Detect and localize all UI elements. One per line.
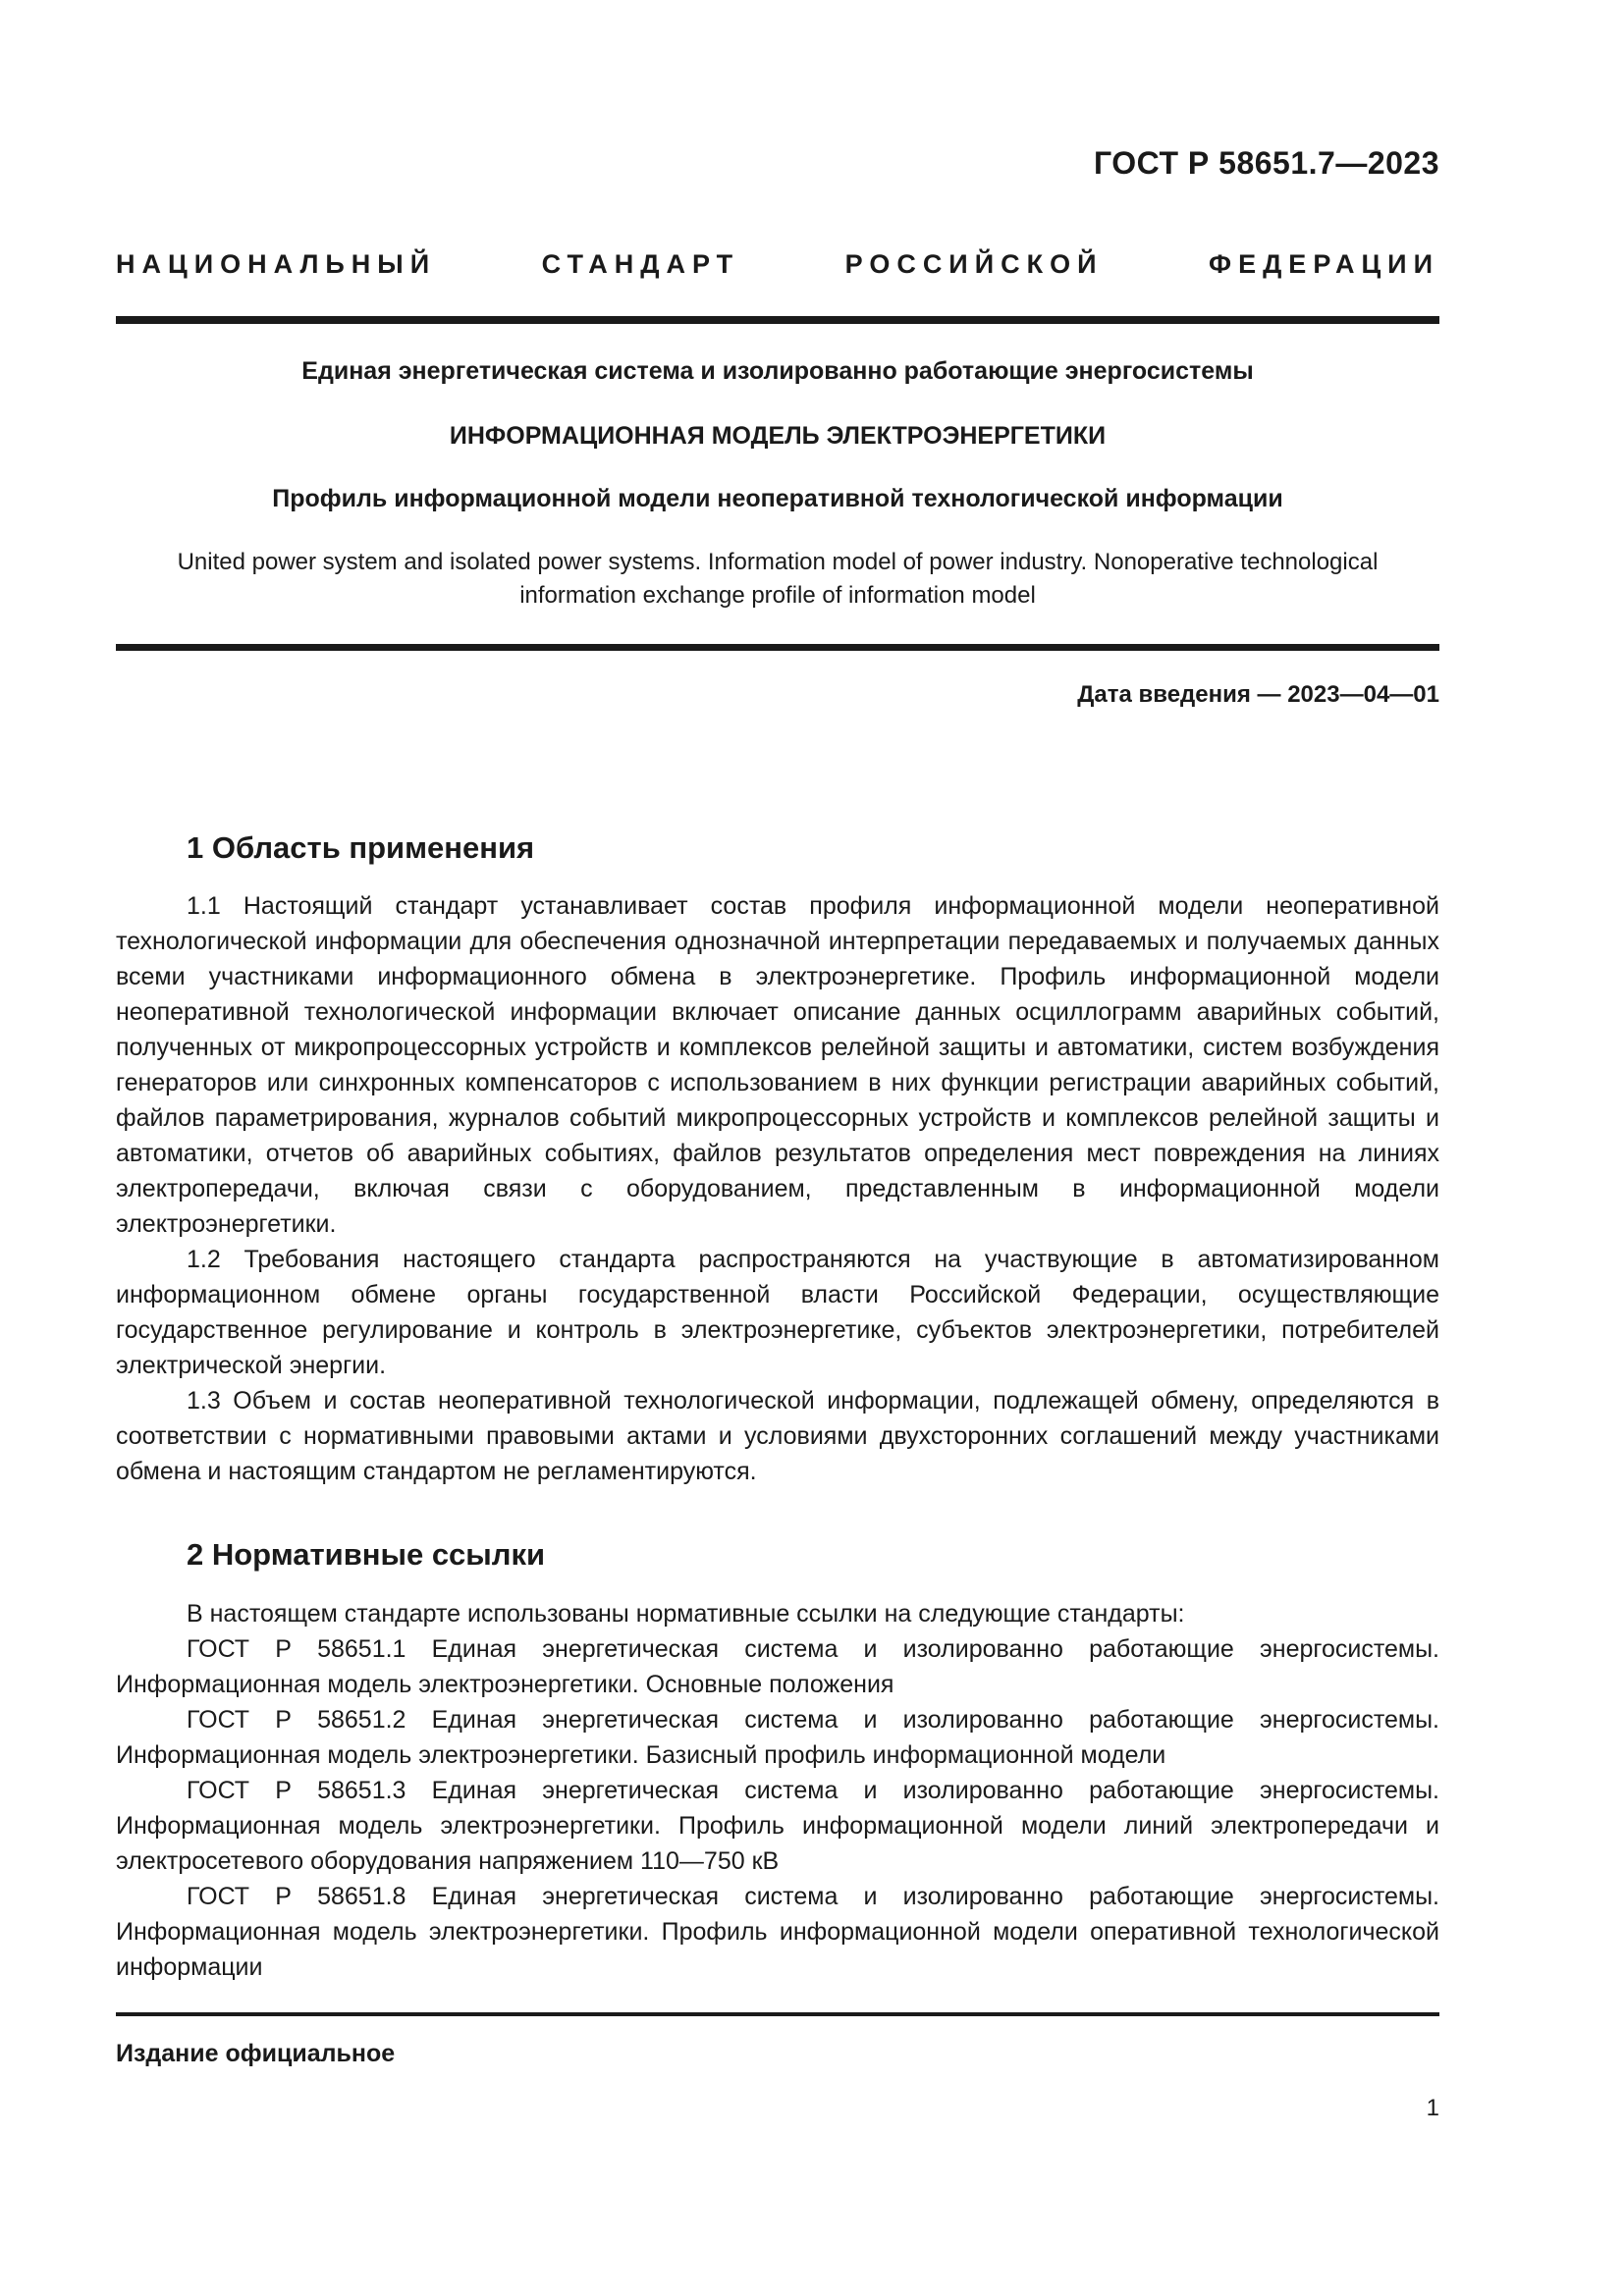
top-divider — [116, 316, 1439, 324]
page-number: 1 — [1426, 2095, 1439, 2121]
reference-item: ГОСТ Р 58651.8 Единая энергетическая система и изолированно работающие энергосистемы. Информационная модель электроэнергетики. Профиль информационной модели оперативной технологической информации — [116, 1883, 1439, 1981]
introduction-date: Дата введения — 2023—04—01 — [1077, 681, 1439, 708]
reference-item: ГОСТ Р 58651.3 Единая энергетическая система и изолированно работающие энергосистемы. Информационная модель электроэнергетики. Профиль информационной модели линий электропередачи и электросетевого оборудования напряжением 110—750 кВ — [116, 1777, 1439, 1875]
paragraph-1-2: 1.2 Требования настоящего стандарта распространяются на участвующие в автоматизированном информационном обмене органы государственной власти Российской Федерации, осуществляющие государственное регулирование и контроль в электроэнергетике, субъектов электроэнергетики, потребителей электрической энергии. — [116, 1246, 1439, 1379]
title-divider — [116, 644, 1439, 651]
section-1-heading: 1 Область применения — [187, 830, 535, 865]
paragraph-1-1: 1.1 Настоящий стандарт устанавливает состав профиля информационной модели неоперативной технологической информации для обеспечения однозначной интерпретации передаваемых и получаемых данных всеми участниками информационного обмена в электроэнергетике. Профиль информационной модели неоперативной технологической информации включает описание данных осциллограмм аварийных событий, полученных от микропроцессорных устройств и комплексов релейной защиты и автоматики, систем возбуждения генераторов или синхронных компенсаторов с использованием в них функции регистрации аварийных событий, файлов параметрирования, журналов событий микропроцессорных устройств и комплексов релейной защиты и автоматики, отчетов об аварийных событиях, файлов результатов определения мест повреждения на линиях электропередачи, включая связи с оборудованием, представленным в информационной модели электроэнергетики. — [116, 892, 1439, 1238]
title-line-3: Профиль информационной модели неоперативной технологической информации — [272, 485, 1283, 512]
footer-divider — [116, 2012, 1439, 2016]
reference-item: ГОСТ Р 58651.2 Единая энергетическая система и изолированно работающие энергосистемы. Информационная модель электроэнергетики. Базисный профиль информационной модели — [116, 1706, 1439, 1769]
english-title: United power system and isolated power systems. Information model of power industry. Nonoperative technological information exchange profile of information model — [177, 549, 1379, 609]
national-standard-heading: НАЦИОНАЛЬНЫЙ СТАНДАРТ РОССИЙСКОЙ ФЕДЕРАЦИИ — [116, 249, 1439, 279]
section-2-body — [116, 1596, 1439, 1985]
document-number: ГОСТ Р 58651.7—2023 — [1094, 145, 1439, 181]
section-1-body — [116, 888, 1439, 1489]
document-page — [116, 0, 1439, 2296]
section-2-heading: 2 Нормативные ссылки — [187, 1537, 546, 1572]
official-edition-label: Издание официальное — [116, 2040, 396, 2067]
references-lead: В настоящем стандарте использованы нормативные ссылки на следующие стандарты: — [187, 1600, 1185, 1628]
reference-item: ГОСТ Р 58651.1 Единая энергетическая система и изолированно работающие энергосистемы. Информационная модель электроэнергетики. Основные положения — [116, 1635, 1439, 1698]
paragraph-1-3: 1.3 Объем и состав неоперативной технологической информации, подлежащей обмену, определяются в соответствии с нормативными правовыми актами и условиями двухсторонних соглашений между участниками обмена и настоящим стандартом не регламентируются. — [116, 1387, 1439, 1485]
title-line-2: ИНФОРМАЦИОННАЯ МОДЕЛЬ ЭЛЕКТРОЭНЕРГЕТИКИ — [449, 422, 1107, 450]
title-line-1: Единая энергетическая система и изолированно работающие энергосистемы — [301, 357, 1254, 385]
